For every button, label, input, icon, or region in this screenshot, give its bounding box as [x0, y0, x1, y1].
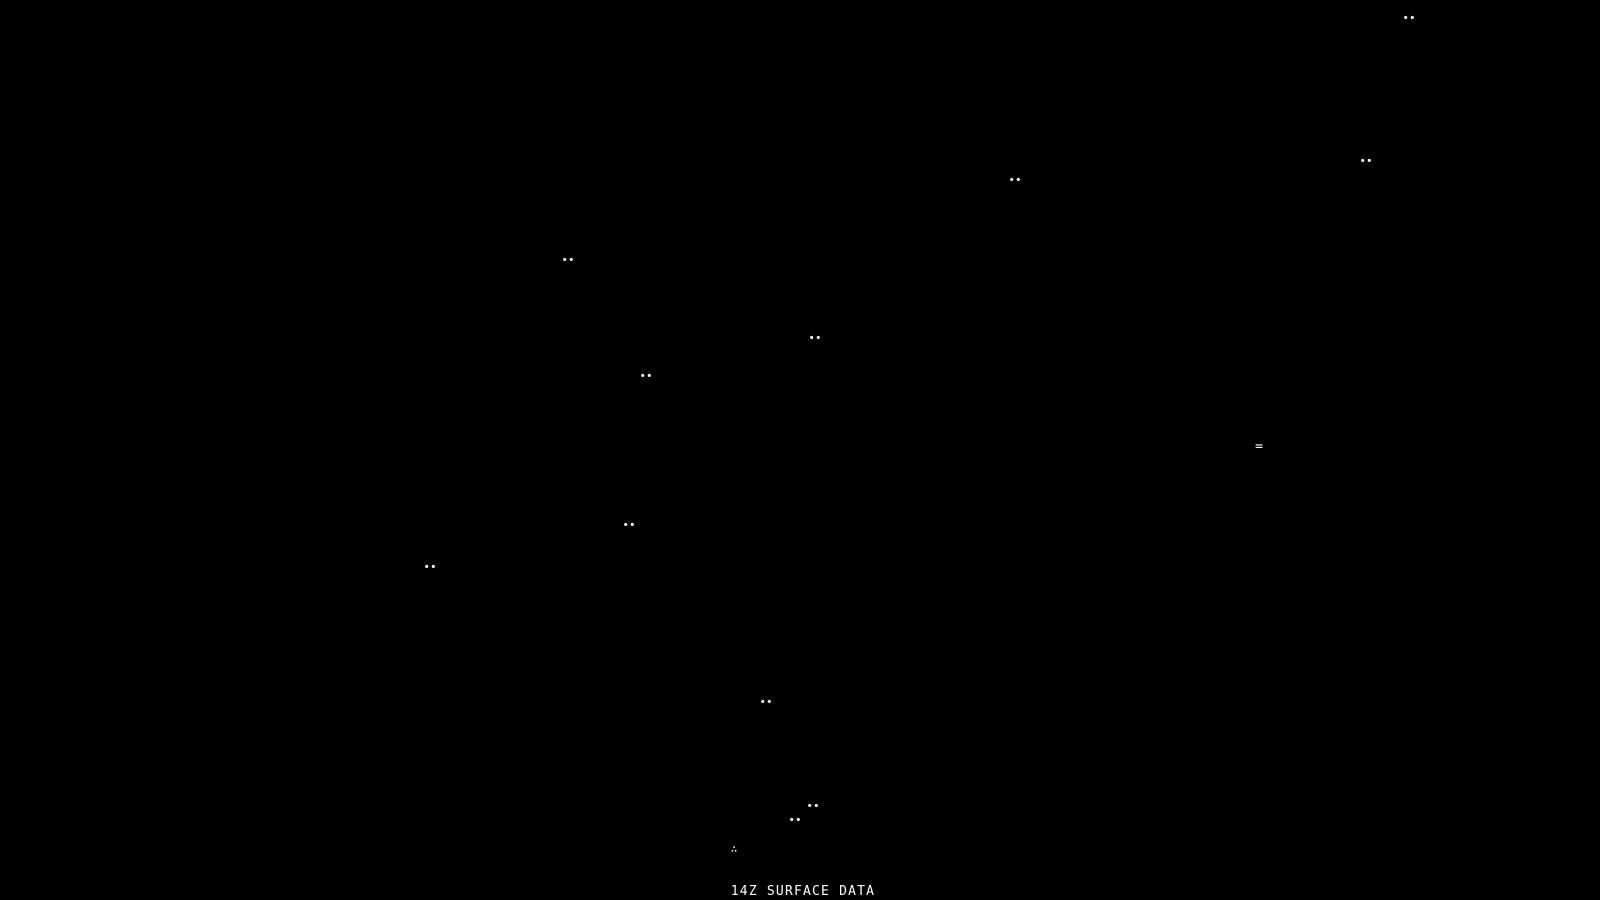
- station-plot: ••: [423, 560, 437, 574]
- map-marker: =: [1255, 439, 1263, 455]
- station-plot: ••: [759, 695, 773, 709]
- station-plot: ••: [808, 331, 822, 345]
- station-plot: ••: [1359, 154, 1373, 168]
- station-plot: ••: [806, 799, 820, 813]
- station-plot: ••: [622, 518, 636, 532]
- station-plot: ••: [788, 813, 802, 827]
- station-plot: ••: [561, 253, 575, 267]
- station-plot: ••: [1008, 173, 1022, 187]
- map-caption: 14Z SURFACE DATA: [730, 884, 876, 899]
- station-plot: ••: [639, 369, 653, 383]
- station-plot: ••: [1402, 11, 1416, 25]
- station-plot: ∴: [730, 842, 738, 856]
